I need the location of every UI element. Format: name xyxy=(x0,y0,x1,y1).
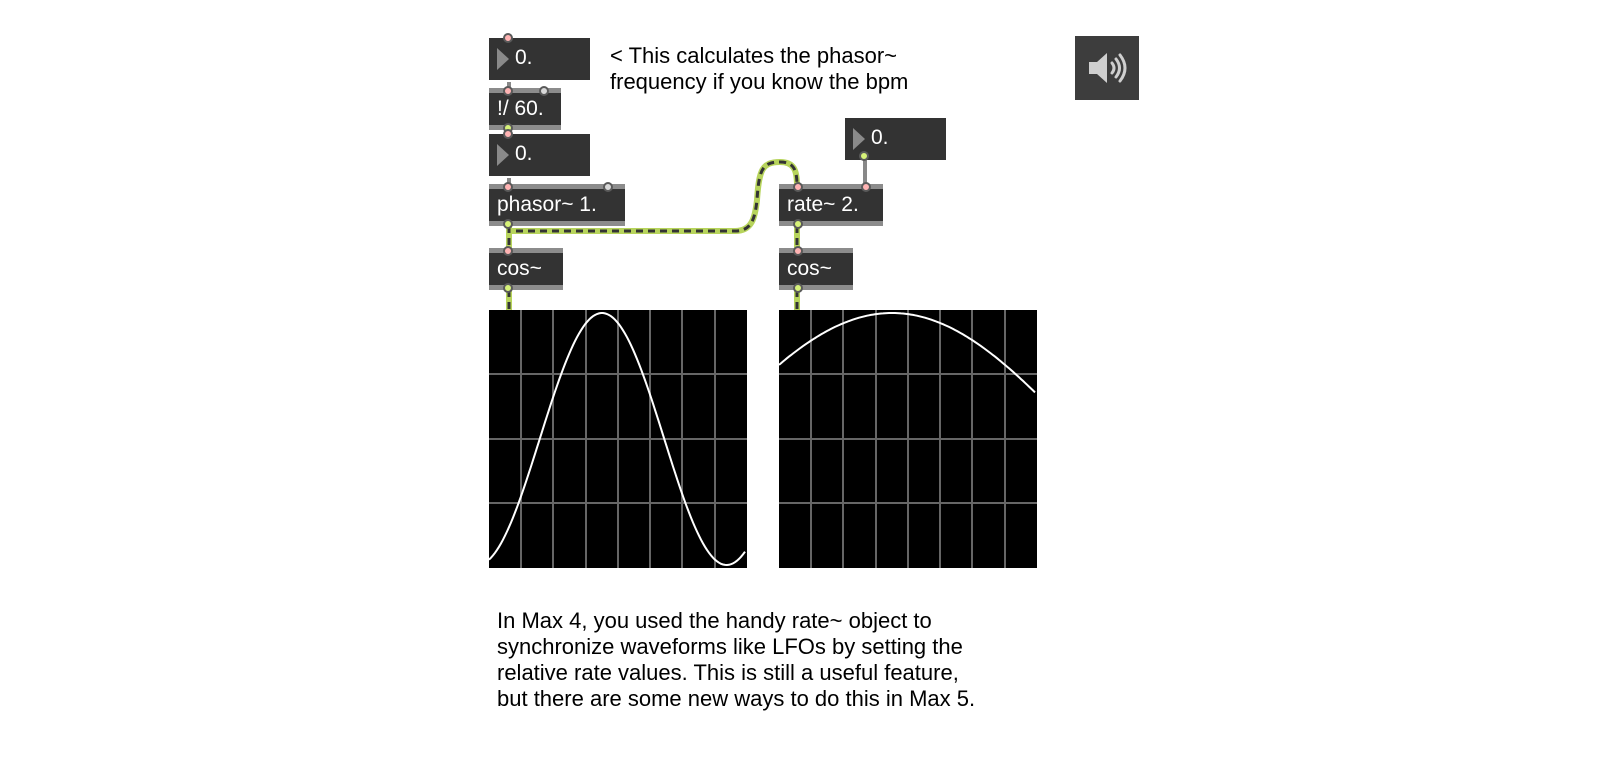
inlet-port[interactable] xyxy=(793,182,803,192)
divide-object[interactable] xyxy=(489,88,561,130)
info-line-3: relative rate values. This is still a useful feature, xyxy=(497,660,959,685)
number-triangle-icon xyxy=(853,128,865,150)
info-line-4: but there are some new ways to do this in Max 5. xyxy=(497,686,976,711)
scope-right[interactable] xyxy=(779,310,1037,568)
cos-object-right[interactable] xyxy=(779,248,853,290)
outlet-port[interactable] xyxy=(503,219,513,229)
inlet-port[interactable] xyxy=(503,182,513,192)
outlet-port[interactable] xyxy=(793,219,803,229)
info-line-2: synchronize waveforms like LFOs by setting the xyxy=(497,634,963,659)
outlet-port[interactable] xyxy=(793,283,803,293)
number-triangle-icon xyxy=(497,48,509,70)
inlet-port[interactable] xyxy=(503,33,513,43)
bpm-comment-line-2: frequency if you know the bpm xyxy=(610,69,909,94)
number-rate-value: 0. xyxy=(871,126,889,149)
info-line-1: In Max 4, you used the handy rate~ object to xyxy=(497,608,932,633)
phasor-object[interactable] xyxy=(489,184,625,226)
speaker-icon xyxy=(1075,36,1139,100)
cos-right-label: cos~ xyxy=(787,257,832,280)
rate-object[interactable] xyxy=(779,184,883,226)
inlet-port[interactable] xyxy=(539,86,549,96)
outlet-port[interactable] xyxy=(859,151,869,161)
outlet-port[interactable] xyxy=(503,283,513,293)
bpm-comment xyxy=(610,43,908,95)
number-freq-value: 0. xyxy=(515,142,533,165)
inlet-port[interactable] xyxy=(861,182,871,192)
number-bpm-value: 0. xyxy=(515,46,533,69)
cos-object-left[interactable] xyxy=(489,248,563,290)
inlet-port[interactable] xyxy=(503,246,513,256)
inlet-port[interactable] xyxy=(793,246,803,256)
phasor-object-label: phasor~ 1. xyxy=(497,193,597,216)
cos-left-label: cos~ xyxy=(497,257,542,280)
rate-object-label: rate~ 2. xyxy=(787,193,859,216)
bpm-comment-line-1: < This calculates the phasor~ xyxy=(610,43,897,68)
info-comment xyxy=(497,608,975,712)
number-box-frequency[interactable] xyxy=(489,134,590,176)
number-triangle-icon xyxy=(497,144,509,166)
dac-toggle-button[interactable] xyxy=(1075,36,1139,100)
scope-left[interactable] xyxy=(489,310,747,568)
number-box-bpm[interactable] xyxy=(489,38,590,80)
inlet-port[interactable] xyxy=(503,129,513,139)
inlet-port[interactable] xyxy=(503,86,513,96)
divide-object-label: !/ 60. xyxy=(497,97,544,120)
inlet-port[interactable] xyxy=(603,182,613,192)
number-box-rate[interactable] xyxy=(845,118,946,160)
